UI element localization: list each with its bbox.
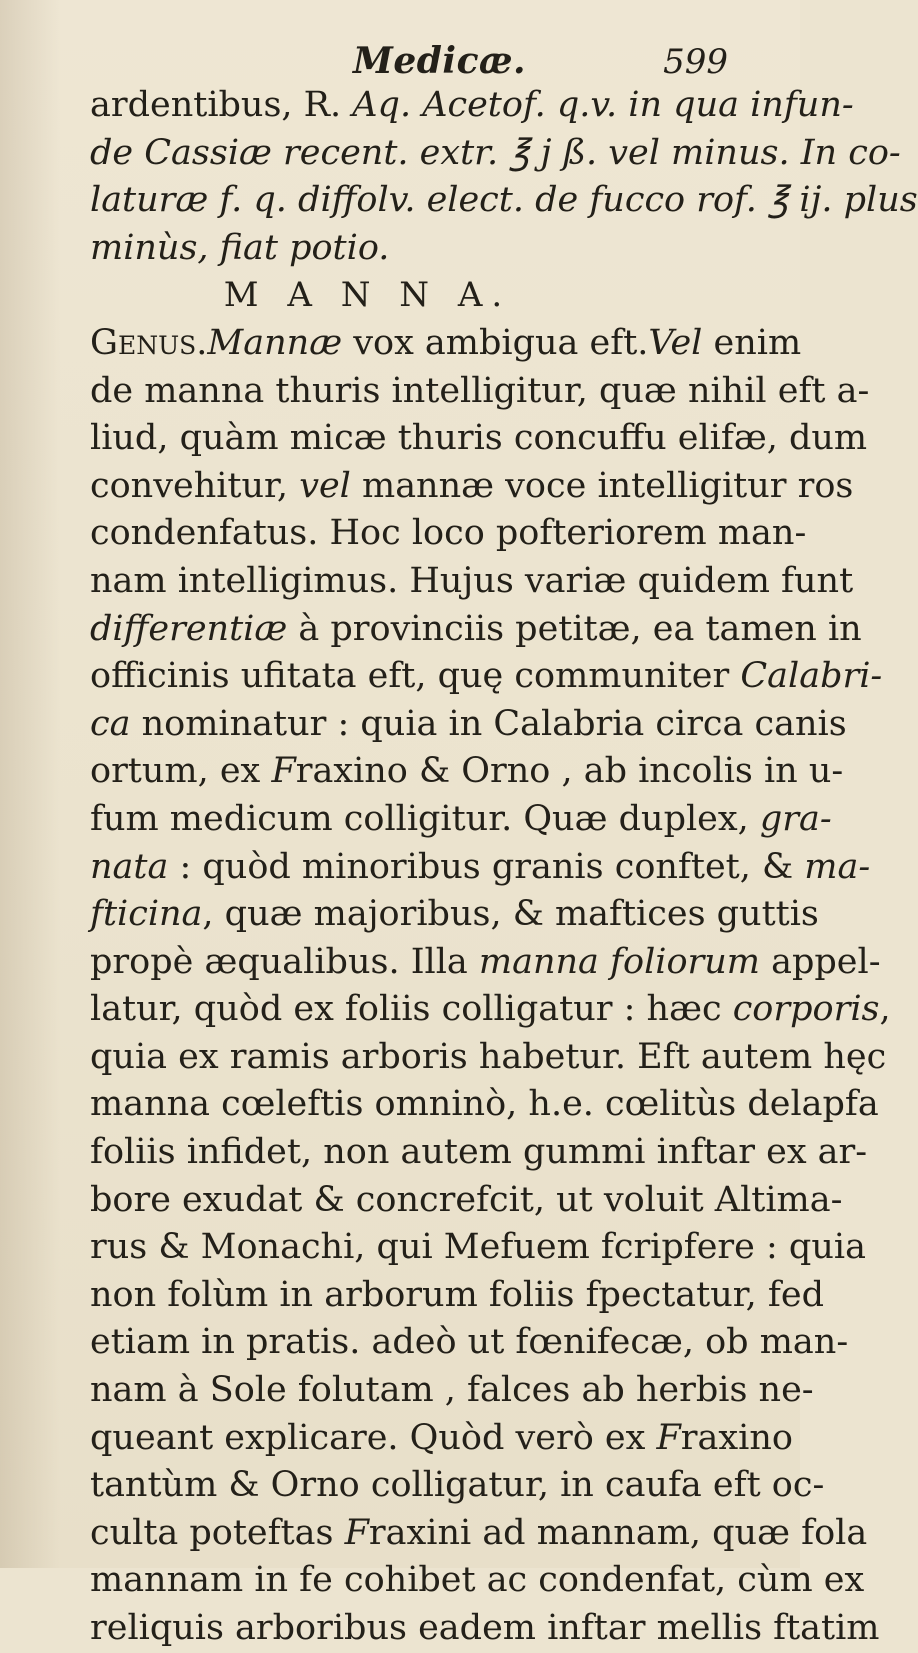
text-run: tantùm & Orno colligatur, in caufa eft oc- [90, 1465, 825, 1506]
text-run: mannæ voce intelligitur ros [350, 465, 854, 506]
section-title [90, 272, 765, 320]
text-line [90, 1605, 880, 1653]
text-run: ardentibus, R. [90, 85, 353, 125]
text-run: , quæ majoribus, & maftices guttis [202, 894, 819, 935]
text-line [90, 653, 883, 701]
text-line [90, 1129, 868, 1177]
text-line [90, 844, 871, 892]
text-run: corporis [732, 989, 880, 1030]
page-header [88, 40, 728, 84]
text-line [90, 510, 807, 558]
text-line [90, 130, 901, 178]
text-line [90, 796, 832, 844]
text-run: fum medicum colligitur. Quæ duplex, [90, 798, 760, 839]
text-line [90, 1177, 843, 1225]
running-head: Medicæ. [353, 40, 527, 82]
text-line [90, 225, 765, 273]
text-run: latur, quòd ex foliis colligatur : hæc [90, 989, 733, 1030]
text-run: Genus. [90, 322, 208, 363]
text-run: M A N N A. [223, 275, 512, 316]
text-run: ortum, ex [90, 751, 272, 792]
text-run: : quòd minoribus granis conftet, & [168, 846, 805, 887]
text-line [90, 939, 881, 987]
text-run: vel [299, 465, 351, 506]
text-run: F [344, 1512, 369, 1553]
text-line [90, 1462, 825, 1510]
text-line [90, 1415, 793, 1463]
text-run: queant explicare. Quòd verò ex [90, 1417, 657, 1458]
text-line [90, 558, 854, 606]
text-run: Aq. Acetof. q.v. in qua infun- [352, 85, 854, 125]
text-run: de Cassiæ recent. extr. ℥ j ß. vel minus. In co- [90, 132, 901, 173]
text-run: propè æqualibus. Illa [90, 941, 479, 982]
text-run: manna foliorum [478, 941, 760, 982]
text-run: nata [90, 846, 169, 887]
text-run: Vel [648, 322, 703, 363]
text-line [90, 368, 870, 416]
text-line [90, 986, 891, 1034]
text-run: ma- [804, 846, 871, 887]
text-run: laturæ f. q. diffolv. elect. de fucco rof. ℥ ij. plus [90, 180, 918, 221]
text-run: raxino [680, 1417, 793, 1458]
text-run: raxini ad mannam, quæ fola [368, 1512, 868, 1553]
text-run: non folùm in arborum foliis fpectatur, fed [90, 1274, 824, 1315]
text-line [90, 1272, 824, 1320]
text-run: enim [702, 322, 802, 363]
text-run: reliquis arboribus eadem inftar mellis ftatim [90, 1608, 880, 1648]
page-number: 599 [663, 42, 728, 82]
text-run: fticina [90, 894, 203, 935]
text-run: nam à Sole folutam , falces ab herbis ne- [90, 1370, 814, 1411]
text-run: foliis infidet, non autem gummi inftar ex ar- [90, 1132, 868, 1173]
text-line [90, 320, 802, 368]
text-run: vox ambigua eft. [342, 322, 649, 363]
text-run: , [879, 989, 891, 1030]
text-line [90, 1367, 814, 1415]
text-run: raxino & Orno , ab incolis in u- [295, 751, 844, 792]
text-line [90, 1319, 849, 1367]
text-run: manna cœleftis omninò, h.e. cœlitùs delapfa [90, 1084, 879, 1125]
text-line [90, 1557, 865, 1605]
text-run: Calabri- [740, 656, 883, 697]
text-run: à provinciis petitæ, ea tamen in [287, 608, 862, 649]
text-line [90, 1224, 866, 1272]
text-line [90, 82, 854, 130]
text-run: etiam in pratis. adeò ut fœnifecæ, ob man- [90, 1322, 849, 1363]
text-run: differentiæ [90, 608, 288, 649]
text-run: appel- [760, 941, 881, 982]
text-line [90, 606, 862, 654]
text-run: F [656, 1417, 681, 1458]
text-line [90, 177, 918, 225]
text-line [90, 463, 854, 511]
text-run: condenfatus. Hoc loco pofteriorem man- [90, 513, 807, 554]
text-run: minùs, fiat potio. [90, 227, 390, 268]
text-line [90, 1081, 879, 1129]
text-run: nominatur : quia in Calabria circa canis [130, 703, 847, 744]
text-line [90, 701, 847, 749]
text-line [90, 1510, 868, 1558]
text-run: gra- [759, 798, 832, 839]
text-run: Mannæ [207, 322, 343, 363]
text-run: quia ex ramis arboris habetur. Eft autem hęc [90, 1036, 887, 1077]
text-run: bore exudat & concrefcit, ut voluit Altima- [90, 1179, 843, 1220]
text-line [90, 415, 868, 463]
text-run: mannam in fe cohibet ac condenfat, cùm ex [90, 1560, 865, 1601]
text-run: F [271, 751, 296, 792]
text-run: rus & Monachi, qui Mefuem fcripfere : quia [90, 1227, 866, 1268]
text-line [90, 748, 844, 796]
text-run: nam intelligimus. Hujus variæ quidem funt [90, 560, 854, 601]
text-run: ca [90, 703, 131, 744]
text-run: de manna thuris intelligitur, quæ nihil eft a- [90, 370, 870, 411]
text-run: officinis ufitata eft, quę communiter [90, 656, 741, 697]
text-line [90, 1034, 887, 1082]
text-line [90, 891, 819, 939]
text-run: convehitur, [90, 465, 300, 506]
text-run: liud, quàm micæ thuris concuffu elifæ, dum [90, 418, 868, 459]
body-text [90, 82, 918, 1653]
text-run: culta poteftas [90, 1512, 345, 1553]
